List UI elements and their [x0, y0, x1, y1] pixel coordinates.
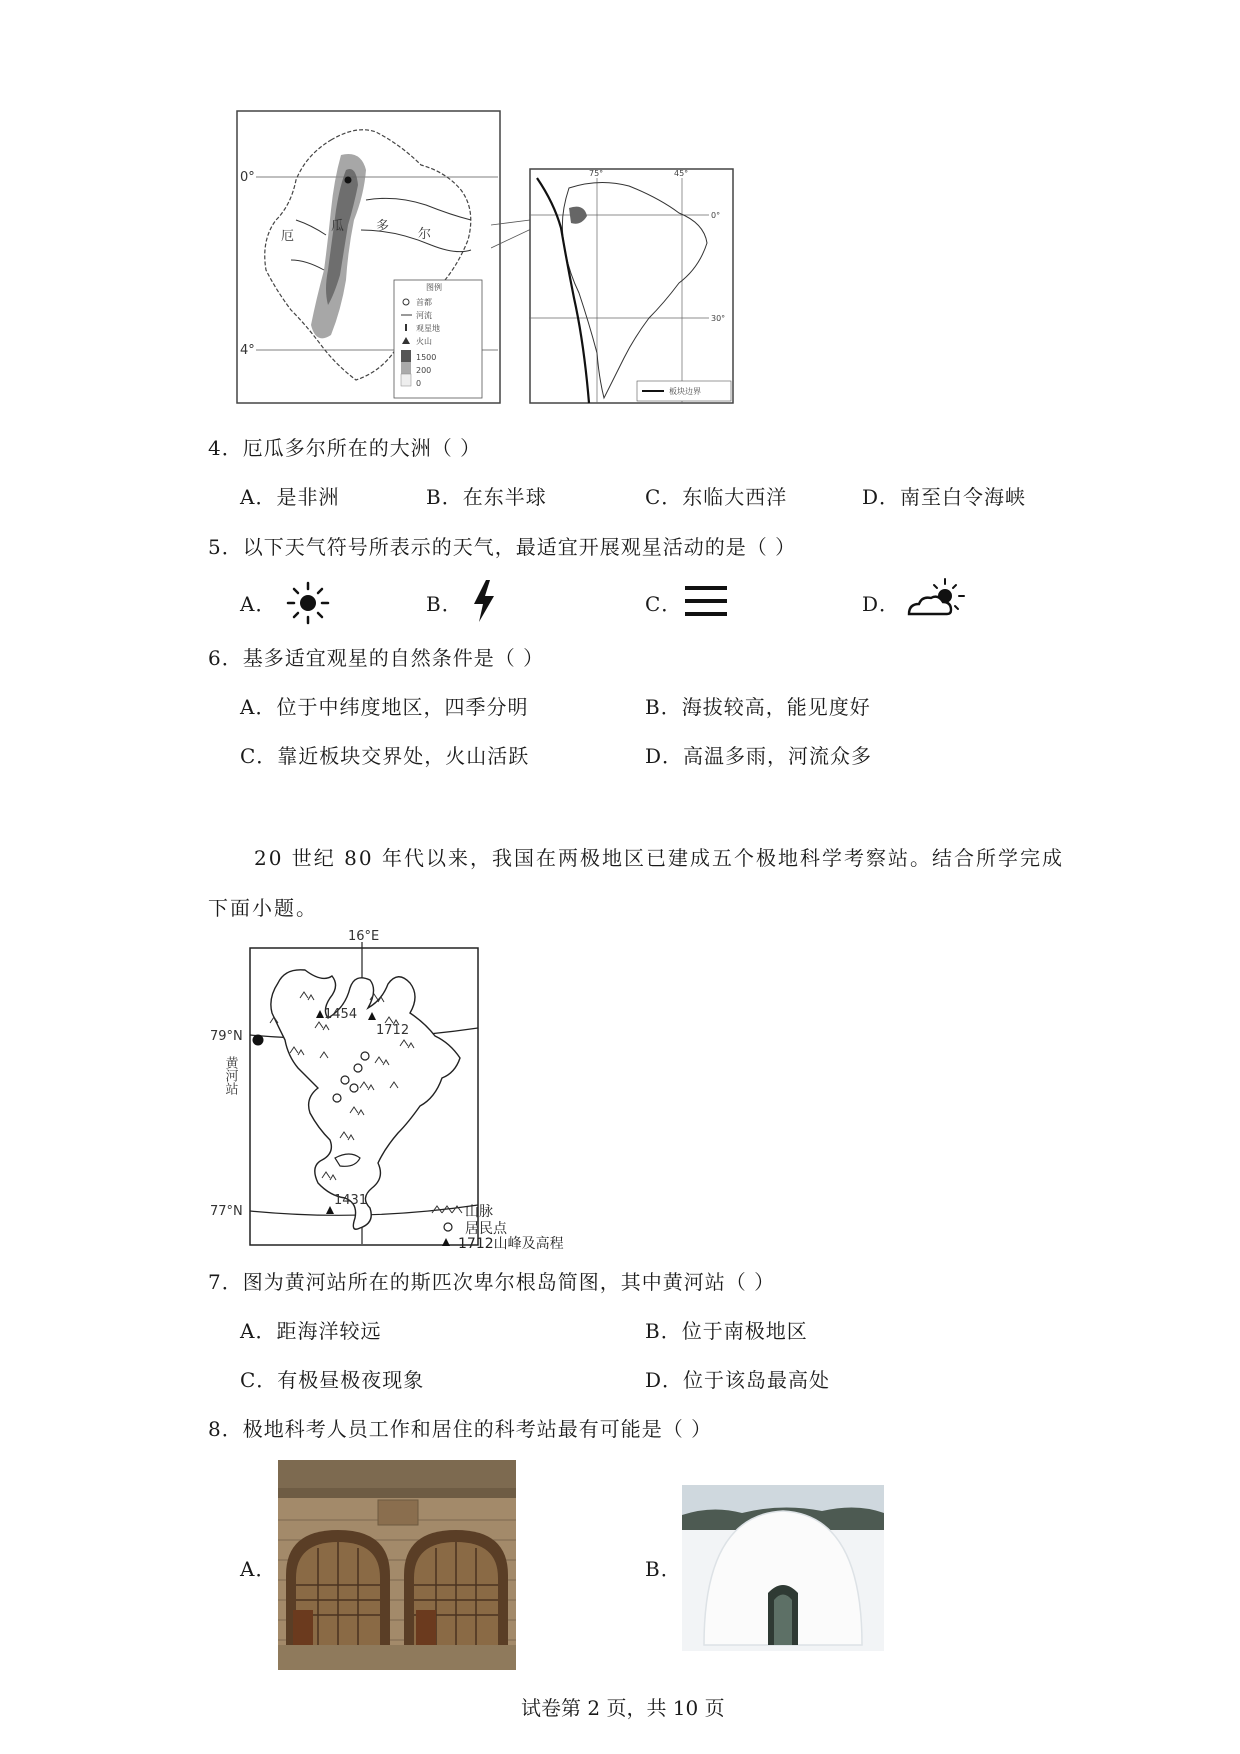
ecuador-map [236, 110, 501, 405]
lon-label-75: 75° [589, 169, 604, 178]
svg-text:1431 [334, 1193, 367, 1208]
lat-label-0-sa: 0° [711, 211, 721, 220]
intro-paragraph-line-1: 20 世纪 80 年代以来，我国在两极地区已建成五个极地科学考察站。结合所学完成 [254, 846, 1064, 870]
place-label-e: 厄 [281, 229, 295, 244]
fog-icon [684, 583, 728, 619]
svg-text:200: 200 [416, 366, 432, 375]
question-7-stem: 7．图为黄河站所在的斯匹次卑尔根岛简图，其中黄河站（ ） [208, 1270, 776, 1294]
lat-label-0: 0° [240, 170, 255, 185]
lat-label-4: 4° [240, 343, 255, 358]
svg-text:30° [711, 314, 725, 323]
partly-cloudy-icon [905, 576, 967, 620]
q4-option-c[interactable]: C．东临大西洋 [645, 485, 788, 509]
svg-text:16°E [348, 929, 379, 944]
lon-label-16e: 16°E [348, 929, 380, 944]
lightning-icon [470, 578, 498, 624]
place-label-gua: 瓜 [331, 219, 345, 234]
yellow-river-station-marker [253, 1035, 264, 1046]
q4-option-a[interactable]: A．是非洲 [240, 485, 340, 509]
svg-text:河流: 河流 [416, 311, 432, 320]
q5-option-b[interactable] [426, 588, 463, 617]
place-label-duo: 多 [376, 219, 390, 234]
svg-text:厄 [281, 229, 294, 244]
q7-option-b[interactable]: B．位于南极地区 [645, 1319, 808, 1343]
question-8-stem: 8．极地科考人员工作和居住的科考站最有可能是（ ） [208, 1417, 713, 1441]
question-5-stem: 5．以下天气符号所表示的天气，最适宜开展观星活动的是（ ） [208, 535, 797, 559]
intro-paragraph-line-2: 下面小题。 [208, 896, 318, 920]
peak-1712: 1712 [376, 1023, 410, 1038]
q6-option-b[interactable]: B．海拔较高，能见度好 [645, 695, 871, 719]
svg-text:黄河站 [223, 1056, 239, 1095]
svg-text:1454 [324, 1007, 357, 1022]
svg-text:多 [376, 219, 389, 234]
lat-label-77n: 77°N [210, 1204, 243, 1219]
svg-text:居民点: 居民点 [465, 1221, 507, 1237]
q8-option-a[interactable] [240, 1553, 276, 1582]
svg-text:山脉: 山脉 [465, 1204, 493, 1220]
q8-option-a-label: A． [240, 1557, 277, 1581]
ecuador-map-legend [394, 280, 482, 398]
q7-option-a[interactable]: A．距海洋较远 [240, 1319, 382, 1343]
q5-option-b-label: B． [426, 592, 463, 616]
q7-option-c[interactable]: C．有极昼极夜现象 [240, 1368, 425, 1392]
peak-1431: 1431 [334, 1193, 368, 1208]
svg-text:瓜 [331, 219, 344, 234]
lat-label-79n: 79°N [210, 1029, 243, 1044]
plate-boundary-legend [637, 381, 731, 401]
svg-text:79°N [210, 1029, 243, 1044]
south-america-map [529, 168, 734, 405]
svg-text:火山: 火山 [416, 337, 432, 346]
figure-ecuador-maps [236, 110, 736, 405]
svg-text:尔 [418, 227, 431, 242]
page-footer: 试卷第 2 页，共 10 页 [521, 1696, 725, 1720]
svg-text:1500: 1500 [416, 353, 437, 362]
q6-option-d[interactable]: D．高温多雨，河流众多 [645, 744, 873, 768]
svg-text:1712 [376, 1023, 409, 1038]
q8-option-b[interactable] [645, 1553, 682, 1582]
peak-1454: 1454 [324, 1007, 358, 1022]
station-label: 黄河站 [222, 1056, 238, 1095]
svg-text:0° [711, 211, 720, 220]
place-label-er: 尔 [418, 227, 432, 242]
q4-option-b[interactable]: B．在东半球 [426, 485, 547, 509]
svg-text:0: 0 [416, 379, 422, 388]
q5-option-d-label: D． [862, 592, 901, 616]
svg-text:1712山峰及高程: 1712山峰及高程 [458, 1236, 564, 1250]
svg-text:0° [240, 170, 255, 185]
question-4-stem: 4．厄瓜多尔所在的大洲（ ） [208, 436, 482, 460]
q5-option-a[interactable] [240, 588, 276, 617]
q5-option-c-label: C． [645, 592, 683, 616]
lon-label-45: 45° [674, 169, 689, 178]
cave-dwelling-photo[interactable] [278, 1460, 516, 1670]
q5-option-c[interactable] [645, 588, 682, 617]
igloo-photo[interactable] [682, 1485, 884, 1651]
svg-text:板块边界: 板块边界 [669, 387, 701, 396]
q6-option-a[interactable]: A．位于中纬度地区，四季分明 [240, 695, 529, 719]
q8-option-b-label: B． [645, 1557, 682, 1581]
question-6-stem: 6．基多适宜观星的自然条件是（ ） [208, 646, 545, 670]
svg-text:77°N [210, 1204, 243, 1219]
svg-text:4° [240, 343, 255, 358]
svalbard-map [210, 928, 640, 1250]
svg-text:观星地: 观星地 [416, 324, 440, 333]
lat-label-30: 30° [711, 314, 726, 323]
q7-option-d[interactable]: D．位于该岛最高处 [645, 1368, 831, 1392]
svg-text:图例: 图例 [426, 283, 442, 292]
q5-option-d[interactable] [862, 588, 900, 617]
q6-option-c[interactable]: C．靠近板块交界处，火山活跃 [240, 744, 530, 768]
q5-option-a-label: A． [240, 592, 277, 616]
svg-text:75° [589, 169, 603, 178]
svg-text:首都: 首都 [416, 298, 432, 307]
svg-text:45° [674, 169, 688, 178]
q4-option-d[interactable]: D．南至白令海峡 [862, 485, 1027, 509]
sun-icon [285, 580, 331, 626]
